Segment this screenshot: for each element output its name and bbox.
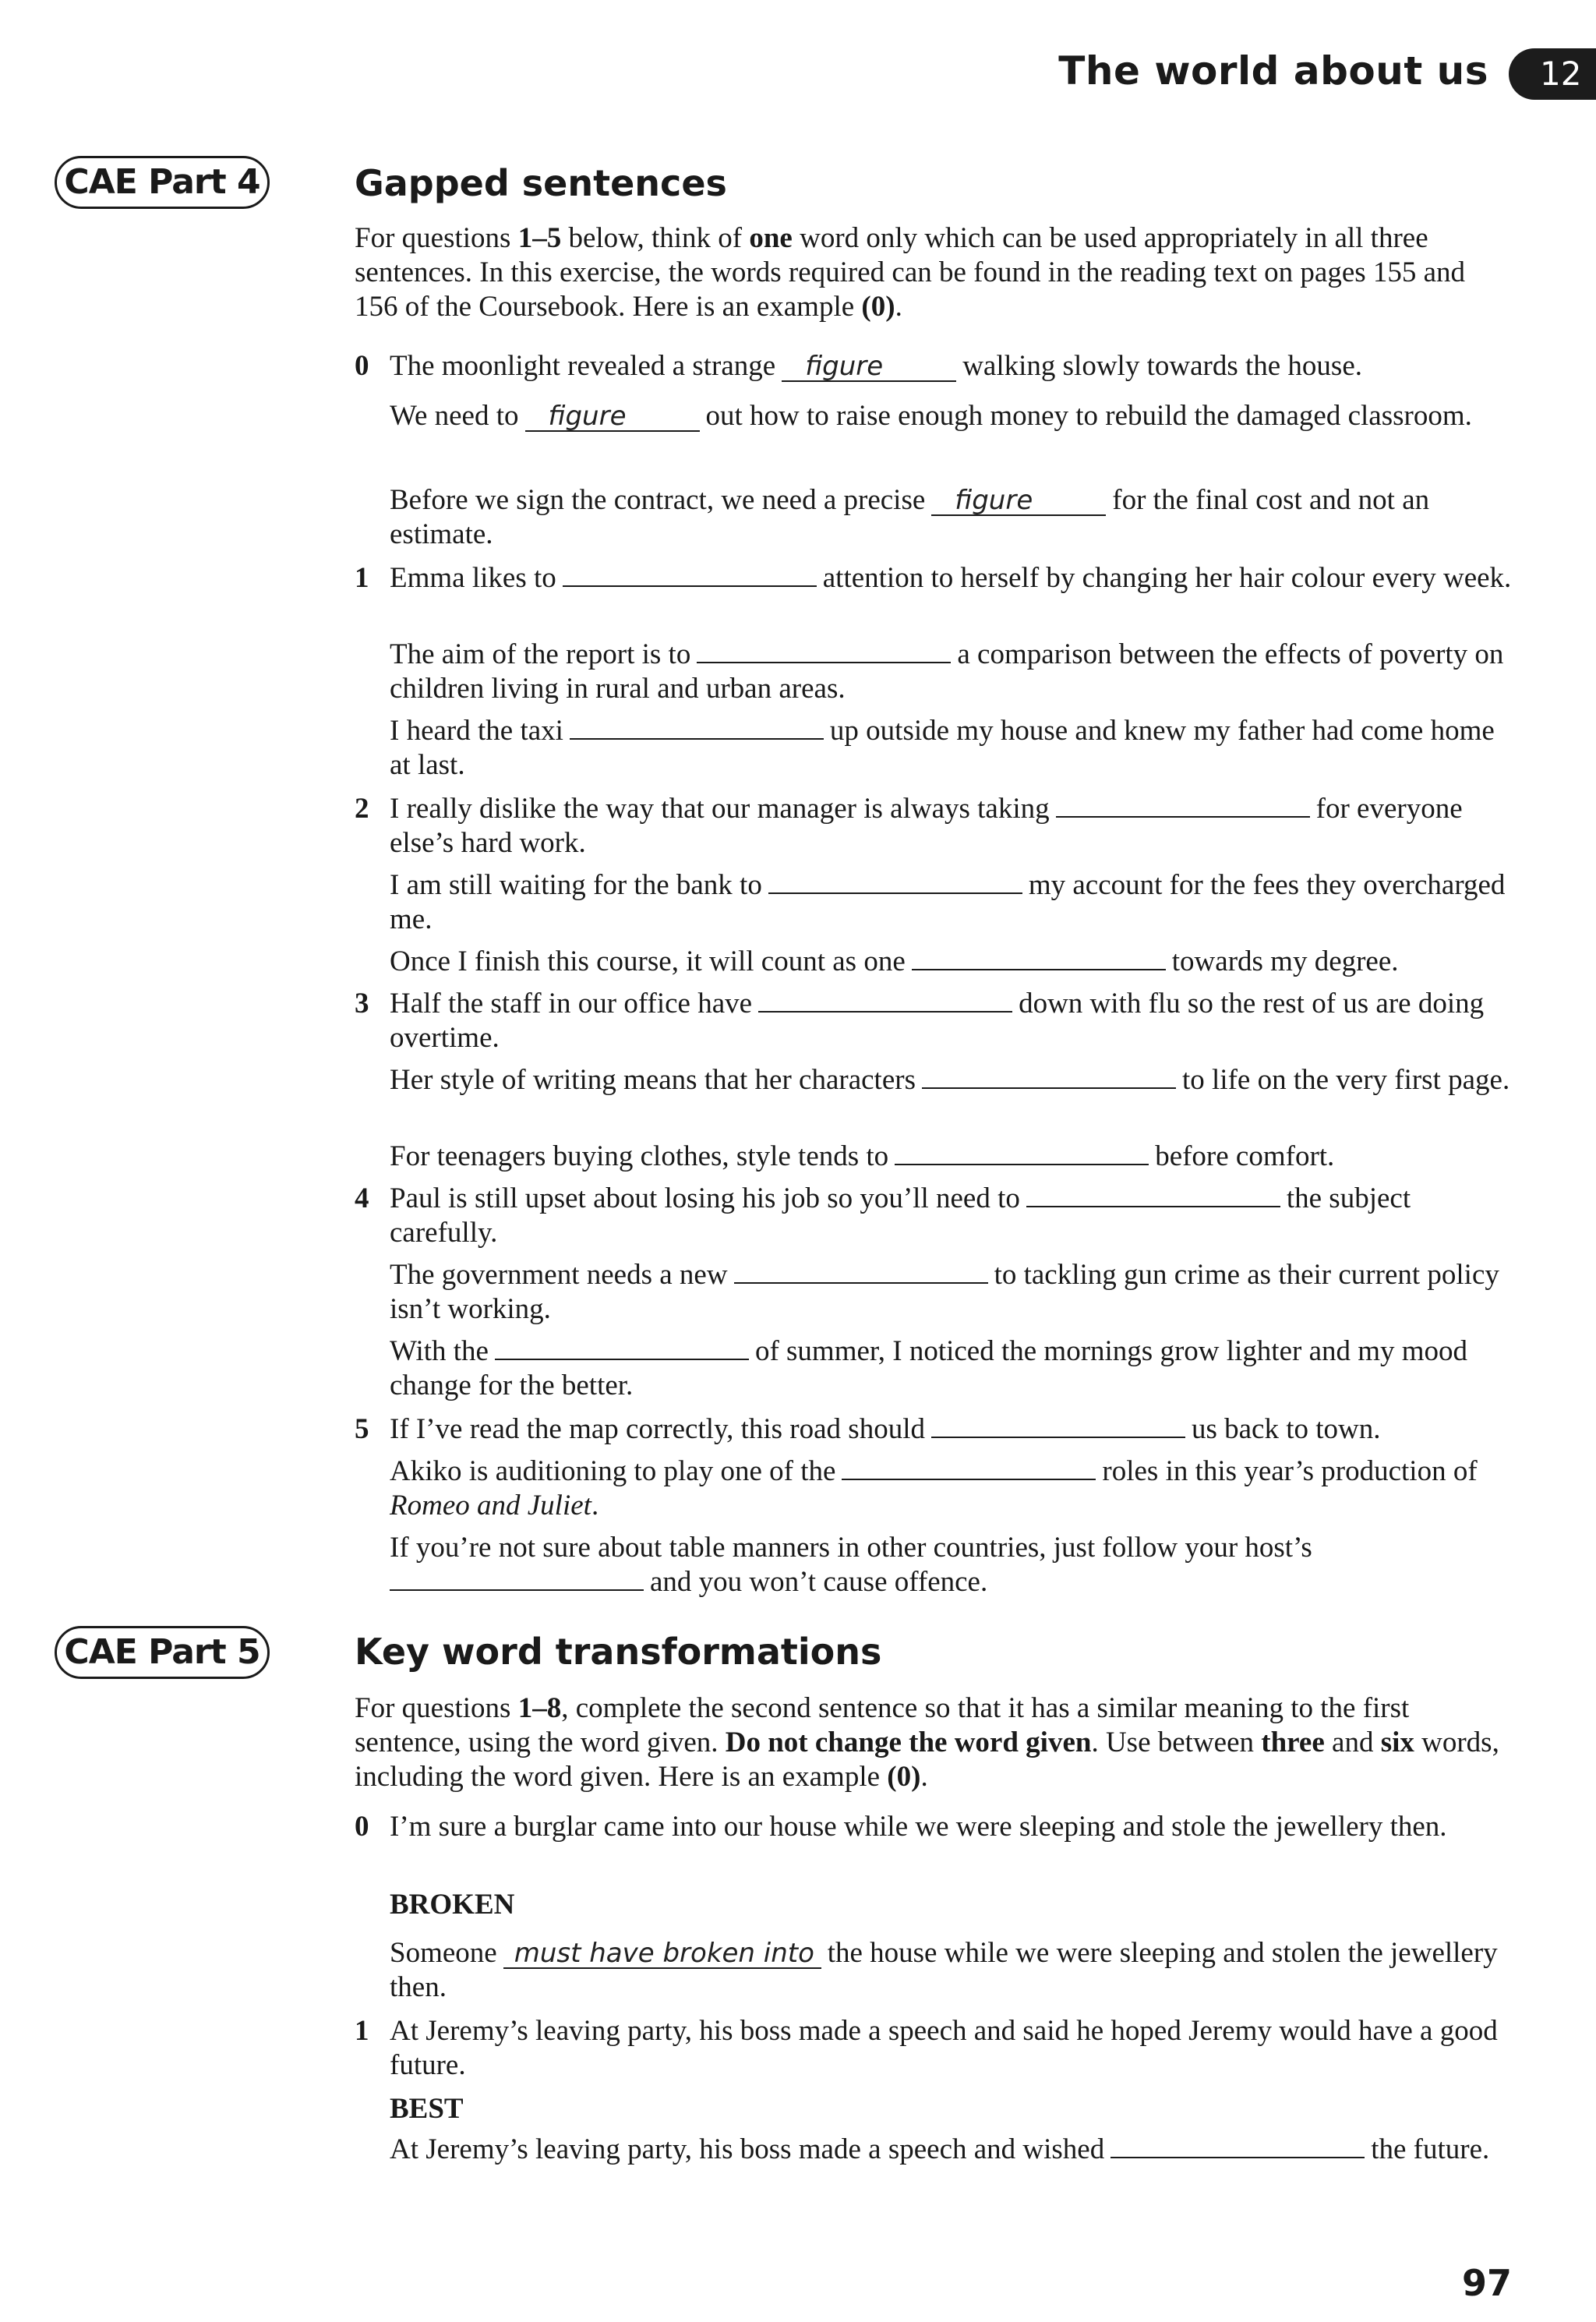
- answer-gap[interactable]: [1056, 793, 1310, 818]
- unit-number-badge: 12: [1509, 48, 1596, 100]
- question-number: 2: [355, 793, 369, 825]
- cae-part4-badge: CAE Part 4: [55, 156, 270, 209]
- answer-gap[interactable]: [931, 1413, 1185, 1438]
- part4-section-title: Gapped sentences: [355, 162, 727, 204]
- cae-part5-badge: CAE Part 5: [55, 1626, 270, 1679]
- answer-gap[interactable]: [390, 1566, 644, 1591]
- example-sentence-1: The moonlight revealed a strange figure walking slowly towards the house.: [390, 350, 1362, 382]
- example-sentence-2: We need to figure out how to raise enough money to rebuild the damaged classroom.: [390, 400, 1472, 432]
- example-answer: figure: [525, 402, 700, 432]
- answer-gap[interactable]: [697, 638, 951, 663]
- answer-gap[interactable]: [1026, 1182, 1280, 1207]
- answer-gap[interactable]: [563, 562, 817, 587]
- question-1-sentence-2: The aim of the report is to a comparison between the effects of poverty on children living in rural and urban areas.: [390, 638, 1504, 705]
- question-number: 1: [355, 2015, 369, 2047]
- answer-gap[interactable]: [912, 945, 1166, 970]
- header-title: The world about us: [1058, 48, 1488, 94]
- answer-gap[interactable]: [922, 1064, 1176, 1089]
- kwt-example-second-sentence: Someone must have broken into the house while we were sleeping and stolen the jewellery then.: [390, 1937, 1498, 2003]
- part5-instructions: For questions 1–8, complete the second sentence so that it has a similar meaning to the first sentence, using the word given. Do not change the word given. Use between three and six words, including the word given. Here is an example (0).: [355, 1692, 1499, 1793]
- question-5-sentence-1: If I’ve read the map correctly, this road should us back to town.: [390, 1413, 1381, 1445]
- kwt-example-keyword: BROKEN: [390, 1889, 515, 1921]
- example-answer: must have broken into: [503, 1939, 821, 1969]
- example-answer: figure: [931, 486, 1106, 516]
- question-number: 0: [355, 350, 369, 382]
- question-number: 5: [355, 1413, 369, 1445]
- answer-gap[interactable]: [1110, 2133, 1365, 2158]
- question-4-sentence-1: Paul is still upset about losing his job so you’ll need to the subject carefully.: [390, 1182, 1411, 1249]
- question-1-sentence-1: Emma likes to attention to herself by changing her hair colour every week.: [390, 562, 1512, 594]
- page-number: 97: [1461, 2262, 1512, 2304]
- answer-gap[interactable]: [842, 1455, 1096, 1480]
- example-sentence-3: Before we sign the contract, we need a precise figure for the final cost and not an estimate.: [390, 484, 1430, 550]
- question-4-sentence-3: With the of summer, I noticed the mornings grow lighter and my mood change for the better.: [390, 1335, 1468, 1401]
- question-3-sentence-1: Half the staff in our office have down with flu so the rest of us are doing overtime.: [390, 988, 1485, 1054]
- kwt-example-first-sentence: I’m sure a burglar came into our house while we were sleeping and stole the jewellery then.: [390, 1811, 1447, 1843]
- question-4-sentence-2: The government needs a new to tackling gun crime as their current policy isn’t working.: [390, 1259, 1499, 1325]
- answer-gap[interactable]: [895, 1140, 1149, 1165]
- kwt-question-1-first-sentence: At Jeremy’s leaving party, his boss made a speech and said he hoped Jeremy would have a good future.: [390, 2015, 1498, 2081]
- part4-instructions: For questions 1–5 below, think of one word only which can be used appropriately in all three sentences. In this exercise, the words required can be found in the reading text on pages 155 and 156 of the Coursebook. Here is an example (0).: [355, 222, 1466, 323]
- answer-gap[interactable]: [768, 869, 1022, 894]
- answer-gap[interactable]: [758, 988, 1012, 1013]
- kwt-question-1-keyword: BEST: [390, 2093, 464, 2125]
- question-number: 4: [355, 1182, 369, 1214]
- question-number: 0: [355, 1811, 369, 1843]
- part5-section-title: Key word transformations: [355, 1631, 882, 1673]
- question-2-sentence-3: Once I finish this course, it will count as one towards my degree.: [390, 945, 1399, 977]
- question-3-sentence-3: For teenagers buying clothes, style tends to before comfort.: [390, 1140, 1335, 1172]
- question-3-sentence-2: Her style of writing means that her characters to life on the very first page.: [390, 1064, 1510, 1096]
- question-2-sentence-1: I really dislike the way that our manager is always taking for everyone else’s hard work.: [390, 793, 1463, 859]
- question-number: 3: [355, 988, 369, 1020]
- question-5-sentence-3: If you’re not sure about table manners in other countries, just follow your host’sand you won’t cause offence.: [390, 1532, 1312, 1598]
- question-number: 1: [355, 562, 369, 594]
- question-2-sentence-2: I am still waiting for the bank to my account for the fees they overcharged me.: [390, 869, 1506, 935]
- answer-gap[interactable]: [734, 1259, 988, 1284]
- answer-gap[interactable]: [570, 715, 824, 740]
- question-1-sentence-3: I heard the taxi up outside my house and knew my father had come home at last.: [390, 715, 1495, 781]
- answer-gap[interactable]: [495, 1335, 749, 1360]
- example-answer: figure: [782, 352, 956, 382]
- kwt-question-1-second-sentence: At Jeremy’s leaving party, his boss made a speech and wished the future.: [390, 2133, 1490, 2165]
- question-5-sentence-2: Akiko is auditioning to play one of the roles in this year’s production of Romeo and Juliet.: [390, 1455, 1478, 1521]
